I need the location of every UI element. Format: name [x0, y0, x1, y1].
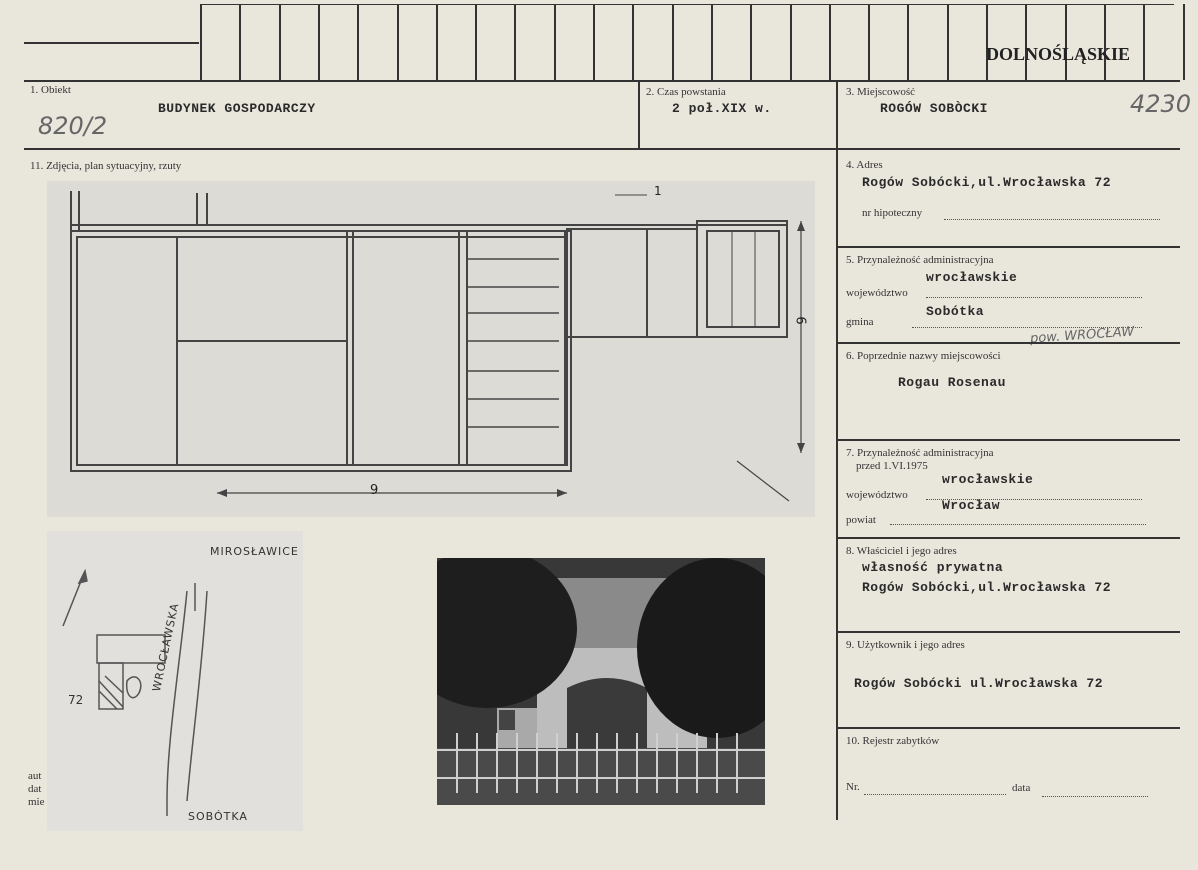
wlasciciel-value1: własność prywatna [862, 560, 1004, 575]
wlasciciel-label: 8. Właściciel i jego adres [846, 545, 957, 557]
wlasciciel-value2: Rogów Sobócki,ul.Wrocławska 72 [862, 580, 1112, 595]
sketch-number: 72 [68, 693, 84, 707]
header-tick [907, 4, 909, 80]
header-tick [750, 4, 752, 80]
uzytkownik-value: Rogów Sobócki ul.Wrocławska 72 [854, 676, 1104, 691]
przynaleznosc-label: 5. Przynależność administracyjna [846, 254, 994, 266]
poprzednie-label: 6. Poprzednie nazwy miejscowości [846, 350, 1001, 362]
header-tick [672, 4, 674, 80]
floor-plan [47, 181, 815, 517]
obiekt-handwritten: 820/2 [38, 112, 108, 140]
header-tick [947, 4, 949, 80]
plan-dim-width: 9 [370, 483, 379, 498]
obiekt-label: 1. Obiekt [30, 84, 71, 96]
header-tick [397, 4, 399, 80]
miejscowosc-handwritten: 4230 [1130, 90, 1192, 118]
margin-text-1: aut [28, 770, 42, 782]
adres-value: Rogów Sobócki,ul.Wrocławska 72 [862, 175, 1112, 190]
margin-text-3: mie [28, 796, 45, 808]
header-tick [554, 4, 556, 80]
plan-scale: 1 [654, 184, 662, 198]
header-tick [436, 4, 438, 80]
wojewodztwo-label: województwo [846, 287, 908, 299]
header-tick [986, 4, 988, 80]
header-tick [514, 4, 516, 80]
situation-sketch [47, 531, 303, 831]
miejscowosc-label: 3. Miejscowość [846, 86, 916, 98]
header-tick [1143, 4, 1145, 80]
przynaleznosc-przed-label2: przed 1.VI.1975 [856, 460, 928, 472]
czas-value: 2 poł.XIX w. [672, 101, 772, 116]
uzytkownik-label: 9. Użytkownik i jego adres [846, 639, 965, 651]
header-tick [279, 4, 281, 80]
przed-powiat-value: Wrocław [942, 498, 1001, 513]
header-tick [632, 4, 634, 80]
przed-wojewodztwo-value: wrocławskie [942, 472, 1034, 487]
wojewodztwo-value: wrocławskie [926, 270, 1018, 285]
miejscowosc-value: ROGÓW SOBÒCKI [880, 101, 988, 116]
header-grid [24, 0, 1174, 82]
header-tick [711, 4, 713, 80]
region-title: DOLNOŚLĄSKIE [986, 44, 1131, 64]
powiat-handwritten: pow. WROCŁAW [1029, 324, 1135, 347]
header-tick [200, 4, 202, 80]
header-tick [829, 4, 831, 80]
header-tick [318, 4, 320, 80]
sketch-bottom-label: SOBÓTKA [188, 810, 248, 823]
rejestr-label: 10. Rejestr zabytków [846, 735, 940, 747]
rejestr-data-label: data [1012, 782, 1031, 794]
header-tick [868, 4, 870, 80]
czas-label: 2. Czas powstania [646, 86, 726, 98]
obiekt-value: BUDYNEK GOSPODARCZY [158, 101, 316, 116]
building-photo [437, 558, 765, 805]
poprzednie-value: Rogau Rosenau [898, 375, 1006, 390]
header-tick [1065, 4, 1067, 80]
adres-label: 4. Adres [846, 159, 883, 171]
przed-wojewodztwo-label: województwo [846, 489, 908, 501]
header-tick [1025, 4, 1027, 80]
header-tick [239, 4, 241, 80]
header-tick [593, 4, 595, 80]
sketch-street-label: WROCŁAWSKA [150, 601, 182, 693]
header-tick [1183, 4, 1185, 80]
przynaleznosc-przed-label: 7. Przynależność administracyjna [846, 447, 994, 459]
rejestr-nr-label: Nr. [846, 781, 860, 793]
header-tick [1104, 4, 1106, 80]
gmina-label: gmina [846, 316, 874, 328]
sketch-top-label: MIROSŁAWICE [210, 545, 299, 558]
plan-dim-height: 6 [792, 316, 808, 325]
hipoteczny-label: nr hipoteczny [862, 207, 923, 219]
header-tick [357, 4, 359, 80]
header-tick [790, 4, 792, 80]
header-tick [475, 4, 477, 80]
margin-text-2: dat [28, 783, 42, 795]
gmina-value: Sobótka [926, 304, 985, 319]
zdjecia-label: 11. Zdjęcia, plan sytuacyjny, rzuty [30, 160, 182, 172]
przed-powiat-label: powiat [846, 514, 876, 526]
